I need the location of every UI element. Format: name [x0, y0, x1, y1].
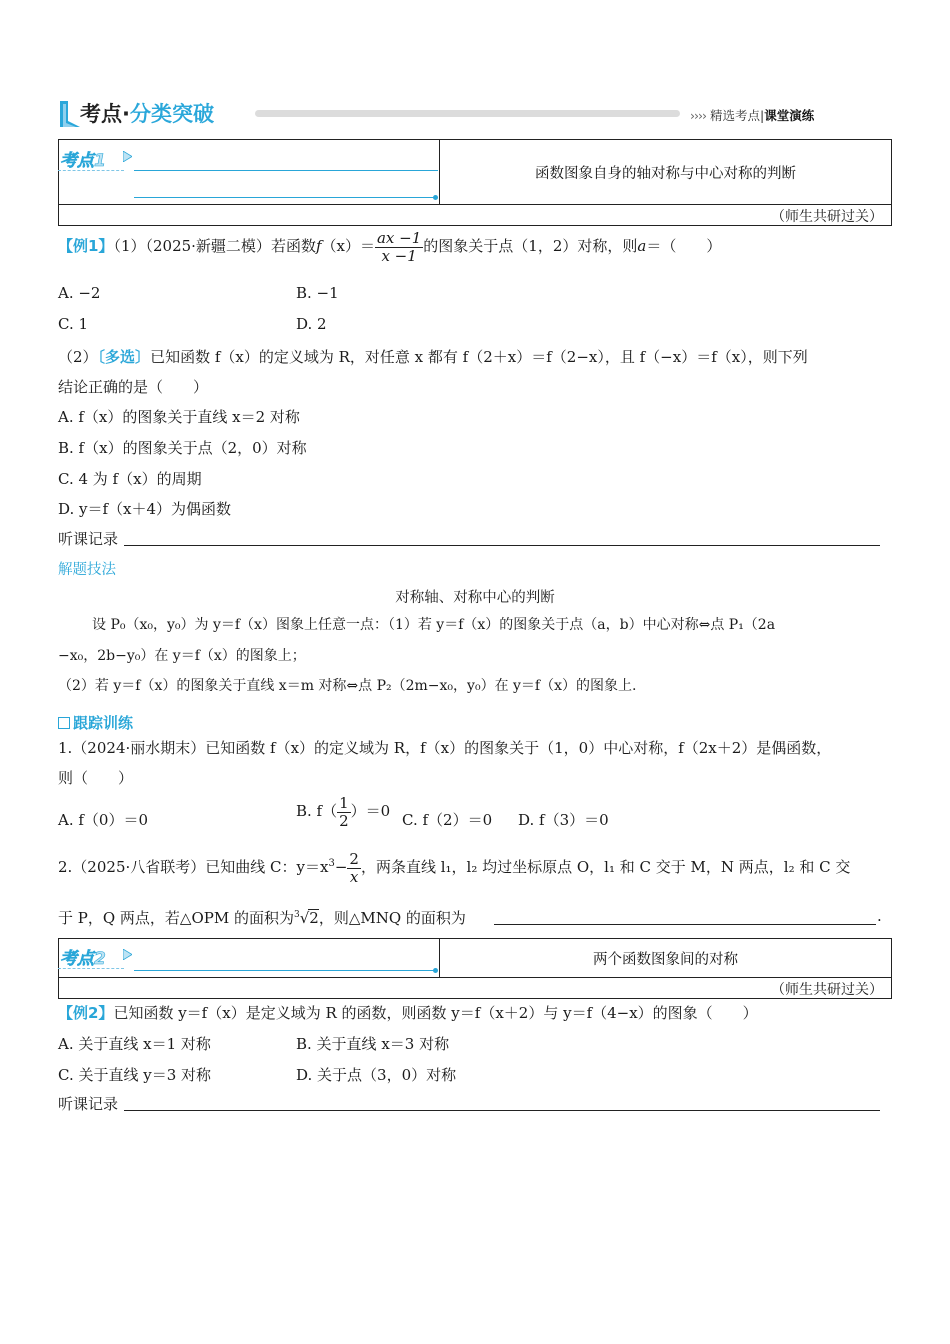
q1-optB[interactable]: B. f（ $\frac{1}{2}$ ）＝0: [296, 794, 391, 830]
technique-line2: −x₀，2b−y₀）在 y＝f（x）的图象上；: [58, 648, 306, 664]
q2-end: .: [877, 907, 882, 925]
section2-line: [134, 970, 434, 971]
header-title: 考点·分类突破: [80, 102, 214, 126]
root-index: 3: [293, 910, 300, 920]
ex2-record-label: 听课记录: [58, 1095, 119, 1113]
section1-note: （师生共研过关）: [771, 209, 883, 225]
ex1-p2-optB[interactable]: B. f（x）的图象关于点（2，0）对称: [58, 439, 307, 457]
section1-dashed: [58, 170, 124, 171]
ex1-record-line[interactable]: [124, 545, 880, 546]
header-breadcrumb: ›››› 精选考点|课堂演练: [690, 108, 815, 123]
ex1-optC[interactable]: C. 1: [58, 315, 89, 333]
technique-line3: （2）若 y＝f（x）的图象关于直线 x＝m 对称⇔点 P₂（2m−x₀，y₀）在 y＝f（x）的图象上.: [58, 678, 637, 694]
section2-note: （师生共研过关）: [771, 982, 883, 998]
ex1-fraction: $\frac{ax -1}{x -1}$: [376, 229, 422, 265]
section1-title: 函数图象自身的轴对称与中心对称的判断: [439, 140, 891, 204]
q1-optA[interactable]: A. f（0）＝0: [58, 811, 149, 829]
section2-dashed: [58, 968, 124, 969]
q1-optD[interactable]: D. f（3）＝0: [518, 811, 609, 829]
q2-answer-line[interactable]: [494, 924, 876, 925]
ex2-stem: 【例2】已知函数 y＝f（x）是定义域为 R 的函数，则函数 y＝f（x＋2）与 y＝f（4−x）的图象（ ）: [58, 1004, 758, 1022]
section1-line-top: [134, 170, 438, 171]
section2-box: [58, 938, 892, 999]
ex2-optB[interactable]: B. 关于直线 x＝3 对称: [296, 1035, 450, 1053]
header-divider-bar: [255, 110, 680, 117]
q2-fraction: $\frac{2}{x}$: [349, 850, 359, 886]
ex1-record-label: 听课记录: [58, 530, 119, 548]
technique-title: 对称轴、对称中心的判断: [395, 590, 555, 606]
radical-icon: √: [299, 909, 310, 927]
q1-optC[interactable]: C. f（2）＝0: [402, 811, 493, 829]
ex1-p2-optD[interactable]: D. y＝f（x＋4）为偶函数: [58, 500, 232, 518]
section1-tag: 考点1: [60, 151, 106, 171]
ex1-part2-line2: 结论正确的是（ ）: [58, 378, 209, 396]
technique-label: 解题技法: [58, 562, 116, 578]
q1-optB-fraction: $\frac{1}{2}$: [339, 794, 349, 830]
header-accent-icon: [58, 99, 82, 129]
section1-dot: [433, 195, 438, 200]
play-arrow-icon: [123, 151, 132, 162]
ex1-p2-optA[interactable]: A. f（x）的图象关于直线 x＝2 对称: [58, 408, 300, 426]
q2-line1: 2.（2025·八省联考）已知曲线 C：$y=x^3-$ $\frac{2}{x}$ ，两条直线 l₁，l₂ 均过坐标原点 O，l₁ 和 C 交于 M，N 两点，l₂ 和 C 交: [58, 850, 851, 886]
chevrons-icon: ››››: [690, 108, 706, 123]
tracking-label: 跟踪训练: [58, 712, 133, 733]
ex1-p2-optC[interactable]: C. 4 为 f（x）的周期: [58, 470, 202, 488]
technique-line1: 设 P₀（x₀，y₀）为 y＝f（x）图象上任意一点：（1）若 y＝f（x）的图象关于点（a，b）中心对称⇔点 P₁（2a: [92, 617, 776, 633]
ex2-record-line[interactable]: [124, 1110, 880, 1111]
q2-line2: 于 P，Q 两点，若△OPM 的面积为$^3$√2，则△MNQ 的面积为: [58, 909, 466, 927]
q1-line2: 则（ ）: [58, 769, 134, 787]
ex1-part1: 【例1】（1）（2025·新疆二模）若函数f（x）＝ $\frac{ax -1}{x -1}$ 的图象关于点（1，2）对称，则a＝（ ）: [58, 229, 722, 265]
q1-line1: 1.（2024·丽水期末）已知函数 f（x）的定义域为 R，f（x）的图象关于（1，0）中心对称，f（2x＋2）是偶函数，: [58, 739, 832, 757]
play-arrow-icon: [123, 949, 132, 960]
ex1-optA[interactable]: A. −2: [58, 284, 101, 302]
section2-tag: 考点2: [60, 949, 106, 969]
section2-dot: [433, 968, 438, 973]
section1-line-bottom: [134, 197, 434, 198]
ex1-optD[interactable]: D. 2: [296, 315, 327, 333]
ex2-optA[interactable]: A. 关于直线 x＝1 对称: [58, 1035, 211, 1053]
section2-title: 两个函数图象间的对称: [439, 939, 891, 977]
ex2-optC[interactable]: C. 关于直线 y＝3 对称: [58, 1066, 212, 1084]
section1-box: [58, 139, 892, 226]
checkbox-icon: [58, 717, 70, 729]
ex1-optB[interactable]: B. −1: [296, 284, 339, 302]
ex1-part2-line1: （2）〔多选〕已知函数 f（x）的定义域为 R，对任意 x 都有 f（2＋x）＝f（2−x），且 f（−x）＝f（x），则下列: [58, 348, 808, 366]
ex2-optD[interactable]: D. 关于点（3，0）对称: [296, 1066, 457, 1084]
